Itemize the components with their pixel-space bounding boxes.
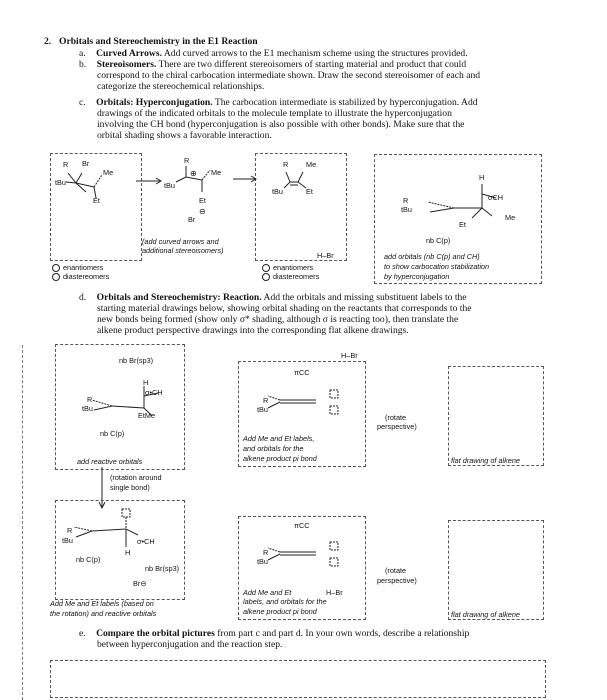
d2-h: H	[125, 548, 131, 557]
d-flat-2: flat drawing of alkene	[451, 610, 520, 619]
curved-arrows-note: (add curved arrows and	[142, 237, 219, 246]
cation-plus: ⊕	[190, 169, 197, 178]
bromide-br: Br	[188, 215, 196, 224]
d-product-structure-2	[258, 536, 358, 576]
d-hbr-top: H–Br	[341, 351, 358, 360]
part-e-line1: from part c and part d. In your own words, describe a relationship	[217, 628, 470, 639]
question-number: 2.	[44, 36, 52, 47]
d2-pi-cc: πCC	[294, 521, 310, 530]
d2-add-me-et-2: the rotation) and reactive orbitals	[50, 609, 157, 618]
radio-circle[interactable]	[262, 264, 270, 272]
template-et: Et	[459, 220, 466, 229]
sm-et: Et	[93, 196, 100, 205]
d-r: R	[87, 395, 93, 404]
d-tbu: tBu	[82, 404, 93, 413]
choice-diastereomers-right[interactable]	[262, 273, 319, 282]
part-a	[79, 48, 589, 59]
d-flat-box-2[interactable]	[448, 520, 544, 620]
radio-circle[interactable]	[52, 264, 60, 272]
d-rotation-1: (rotation around	[110, 473, 162, 482]
part-c-line3: involving the CH bond (hyperconjugation is also possible with other bonds). Make sure that the	[97, 119, 465, 130]
cation-et: Et	[199, 196, 206, 205]
d-me: Me	[144, 411, 156, 420]
orbitals-note-1: add orbitals (nb C(p) and CH)	[384, 252, 480, 261]
part-e-letter: e.	[79, 628, 86, 639]
d-add-me-et-3: alkene product pi bond	[243, 454, 317, 463]
d-reactant-structure-1	[78, 380, 178, 425]
orbitals-note-3: by hyperconjugation	[384, 272, 450, 281]
radio-circle[interactable]	[262, 273, 270, 281]
radio-circle[interactable]	[52, 273, 60, 281]
d2-product-r: R	[263, 548, 269, 557]
template-nb: nb C(p)	[426, 236, 451, 245]
part-c-line2: drawings of the indicated orbitals to the molecule template to illustrate the hyperconjugation	[97, 108, 452, 119]
d2-sigma-ch: σ•CH	[137, 537, 155, 546]
curved-arrows-note-2: additional stereoisomers)	[142, 246, 224, 255]
part-d-line3: new bonds being formed (show only σ* shading, although σ is reacting too), then translate the	[97, 314, 459, 325]
part-c-letter: c.	[79, 97, 86, 108]
part-b	[79, 59, 599, 70]
d-nb-br: nb Br(sp3)	[119, 356, 154, 365]
part-d-line1: Add the orbitals and missing substituent labels to the	[263, 292, 467, 303]
d-product-structure-1	[258, 384, 358, 424]
d-h: H	[143, 378, 149, 387]
d2-nb-c: nb C(p)	[76, 555, 101, 564]
reaction-arrow-1	[136, 176, 166, 186]
alkene-me: Me	[306, 160, 317, 169]
template-r: R	[403, 196, 409, 205]
part-b-letter: b.	[79, 59, 87, 70]
template-me: Me	[505, 213, 516, 222]
part-e-line2: between hyperconjugation and the reaction step.	[97, 639, 283, 650]
d-add-me-et-2: and orbitals for the	[243, 444, 304, 453]
d-rotate-2: perspective)	[377, 422, 417, 431]
sm-me: Me	[103, 168, 114, 177]
orbitals-note-2: to show carbocation stabilization	[384, 262, 490, 271]
bromide-minus: ⊖	[199, 207, 206, 216]
d-add-reactive: add reactive orbitals	[77, 457, 143, 466]
d-product-tbu: tBu	[257, 405, 268, 414]
part-b-heading: Stereoisomers.	[96, 59, 157, 70]
d2-add-me-et-c3: alkene product pi bond	[243, 607, 317, 616]
choice-diastereomers-left[interactable]	[52, 273, 109, 282]
part-d	[79, 292, 599, 303]
part-b-line1: There are two different stereoisomers of starting material and product that could	[158, 59, 467, 70]
d-flat-1: flat drawing of alkene	[451, 456, 520, 465]
d2-add-me-et-1: Add Me and Et labels (based on	[50, 599, 154, 608]
d-rotation-2: single bond)	[110, 483, 150, 492]
sm-tbu: tBu	[55, 178, 66, 187]
part-d-line2: starting material drawings below, showing orbital shading on the reactants that corresponds to the	[97, 303, 472, 314]
question-title: Orbitals and Stereochemistry in the E1 Reaction	[59, 36, 258, 47]
alkene-r: R	[283, 160, 289, 169]
part-d-line4: alkene product perspective drawings into the corresponding flat alkene drawings.	[97, 325, 409, 336]
d-product-r: R	[263, 396, 269, 405]
left-margin-line	[22, 345, 23, 700]
part-a-letter: a.	[79, 48, 86, 59]
part-e	[79, 628, 599, 639]
d2-rotate-2: perspective)	[377, 576, 417, 585]
cation-tbu: tBu	[164, 181, 175, 190]
sm-br: Br	[82, 159, 90, 168]
template-h: H	[479, 173, 485, 182]
d2-rotate-1: (rotate	[385, 566, 407, 575]
template-tbu: tBu	[401, 205, 412, 214]
part-d-heading: Orbitals and Stereochemistry: Reaction.	[96, 292, 262, 303]
d2-nb-br: nb Br(sp3)	[145, 564, 180, 573]
d2-br-minus: Br⊖	[133, 579, 147, 588]
part-b-line3: categorize the stereochemical relationships.	[97, 81, 265, 92]
part-d-letter: d.	[79, 292, 87, 303]
d-flat-box-1[interactable]	[448, 366, 544, 466]
d2-product-tbu: tBu	[257, 557, 268, 566]
choice-label: enantiomers	[63, 263, 104, 272]
part-c-line1: The carbocation intermediate is stabilized by hyperconjugation. Add	[214, 97, 478, 108]
reaction-arrow-2	[233, 174, 263, 184]
d-et-me	[138, 412, 155, 421]
part-c	[79, 97, 599, 108]
alkene-tbu: tBu	[272, 187, 283, 196]
d2-add-me-et-c2: labels, and orbitals for the	[243, 597, 327, 606]
d2-hbr: H–Br	[326, 588, 343, 597]
cation-me: Me	[211, 168, 222, 177]
part-a-heading: Curved Arrows.	[96, 48, 162, 59]
choice-label: diastereomers	[273, 272, 320, 281]
part-e-heading: Compare the orbital pictures	[96, 628, 215, 639]
d-rotate-1: (rotate	[385, 413, 407, 422]
template-sigma-ch: σCH	[488, 193, 504, 202]
part-e-answer-box[interactable]	[50, 660, 546, 698]
d-et: Et	[138, 411, 145, 420]
d-pi-cc: πCC	[294, 368, 310, 377]
d-nb-c: nb C(p)	[100, 429, 125, 438]
d-add-me-et-1: Add Me and Et labels,	[243, 434, 315, 443]
d2-add-me-et-c1: Add Me and Et	[243, 588, 292, 597]
part-b-line2: correspond to the chiral carbocation intermediate shown. Draw the second stereoisomer of each and	[97, 70, 481, 81]
d2-r: R	[67, 526, 73, 535]
sm-r: R	[63, 160, 69, 169]
part-c-line4: orbital shading shows a favorable interaction.	[97, 130, 272, 141]
choice-label: enantiomers	[273, 263, 314, 272]
part-c-heading: Orbitals: Hyperconjugation.	[96, 97, 213, 108]
d-sigma-ch: σ•CH	[145, 388, 163, 397]
alkene-et: Et	[306, 187, 313, 196]
choice-label: diastereomers	[63, 272, 110, 281]
hbr-label: H–Br	[317, 251, 334, 260]
part-a-text: Add curved arrows to the E1 mechanism scheme using the structures provided.	[163, 48, 468, 59]
d2-tbu: tBu	[62, 536, 73, 545]
cation-r: R	[184, 156, 190, 165]
